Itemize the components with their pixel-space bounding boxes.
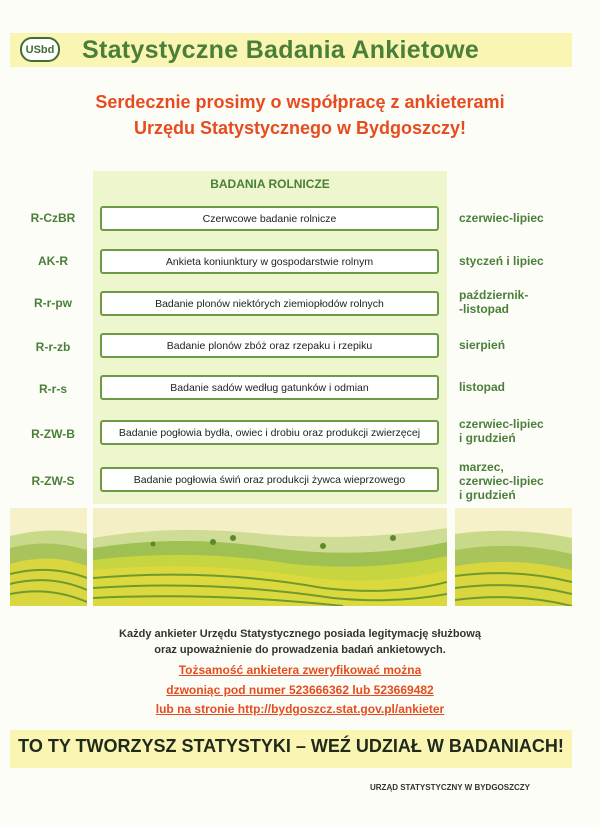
survey-code: R-CzBR — [30, 211, 76, 225]
survey-period: listopad — [459, 380, 506, 394]
survey-code: AK-R — [38, 254, 68, 268]
survey-period: styczeń i lipiec — [459, 254, 544, 268]
survey-name-box: Czerwcowe badanie rolnicze — [100, 206, 439, 231]
office-logo-icon — [20, 37, 60, 62]
info-line-1: Każdy ankieter Urzędu Statystycznego posiada legitymację służbową — [119, 628, 481, 640]
section-title: BADANIA ROLNICZE — [210, 177, 330, 191]
survey-code: R-r-zb — [35, 340, 71, 354]
survey-name-box: Badanie sadów według gatunków i odmian — [100, 375, 439, 400]
survey-code: R-r-pw — [34, 296, 72, 310]
survey-code: R-r-s — [38, 382, 67, 396]
survey-period: czerwiec-lipiec i grudzień — [459, 417, 544, 445]
survey-period: sierpień — [459, 338, 506, 352]
footer-institution: URZĄD STATYSTYCZNY W BYDGOSZCZY — [370, 783, 530, 792]
slogan: TO TY TWORZYSZ STATYSTYKI – WEŹ UDZIAŁ W BADANIACH! — [18, 736, 564, 756]
info-line-2: oraz upoważnienie do prowadzenia badań ankietowych. — [154, 644, 446, 656]
survey-period: marzec, czerwiec-lipiec i grudzień — [459, 460, 544, 502]
verify-phone-line: dzwoniąc pod numer 523666362 lub 523669482 — [166, 683, 434, 697]
survey-code: R-ZW-B — [31, 427, 75, 441]
page-title: Statystyczne Badania Ankietowe — [82, 36, 480, 64]
survey-name-box: Badanie pogłowia świń oraz produkcji żywca wieprzowego — [100, 467, 439, 492]
field-landscape-image — [93, 508, 447, 606]
appeal-line-1: Serdecznie prosimy o współpracę z ankieterami — [95, 92, 505, 112]
survey-period: czerwiec-lipiec — [459, 211, 544, 225]
survey-name-box: Badanie pogłowia bydła, owiec i drobiu oraz produkcji zwierzęcej — [100, 420, 439, 445]
survey-name-box: Badanie plonów zbóż oraz rzepaku i rzepiku — [100, 333, 439, 358]
verify-line-1: Tożsamość ankietera zweryfikować można — [178, 663, 422, 677]
appeal-line-2: Urzędu Statystycznego w Bydgoszczy! — [133, 118, 467, 138]
survey-code: R-ZW-S — [31, 474, 75, 488]
field-landscape-image — [455, 508, 572, 606]
survey-name-box: Badanie plonów niektórych ziemiopłodów rolnych — [100, 291, 439, 316]
field-landscape-image — [10, 508, 87, 606]
logo-text: USbd — [25, 43, 55, 56]
survey-name-box: Ankieta koniunktury w gospodarstwie rolnym — [100, 249, 439, 274]
verify-website-link[interactable]: lub na stronie http://bydgoszcz.stat.gov.pl/ankieter — [155, 702, 445, 716]
survey-period: październik- -listopad — [459, 288, 529, 316]
